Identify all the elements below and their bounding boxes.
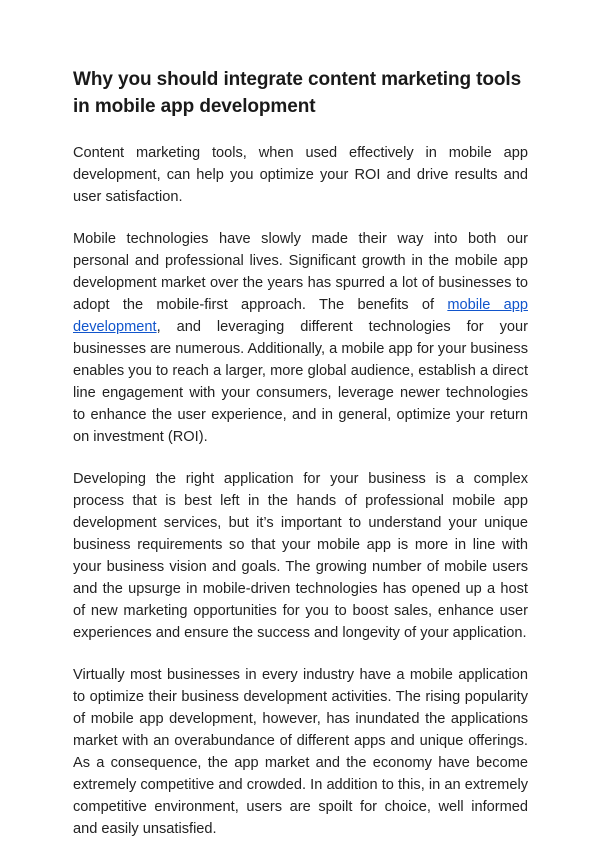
article-title: Why you should integrate content marketing tools in mobile app development (73, 69, 522, 117)
article-body (73, 66, 528, 860)
mobile-app-development-link[interactable]: mobile app development (73, 297, 528, 335)
paragraph-developing-right-application: Developing the right application for your business is a complex process that is best left in the hands of professional mobile app development services, but it’s important to understand your unique business requirements so that your mobile app is more in line with your business vision and goals. The growing number of mobile users and the upsurge in mobile-driven technologies has opened up a host of new marketing opportunities for you to boost sales, enhance user experiences and ensure the success and longevity of your application. (73, 471, 528, 641)
paragraph-virtually-most-businesses: Virtually most businesses in every industry have a mobile application to optimize their business development activities. The rising popularity of mobile app development, however, has inundated the applications market with an overabundance of different apps and unique offerings. As a consequence, the app market and the economy have become extremely competitive and crowded. In addition to this, in an extremely competitive environment, users are spoilt for choice, well informed and easily unsatisfied. (73, 667, 528, 837)
paragraph-mobile-technologies (73, 228, 528, 448)
paragraph-text-before-link: Mobile technologies have slowly made their way into both our personal and professional lives. Significant growth in the mobile app development market over the years has spurred a lot of businesses to adopt the mobile-first approach. The benefits of (73, 231, 528, 313)
paragraph-text-after-link: , and leveraging different technologies for your businesses are numerous. Additionally, a mobile app for your business enables you to reach a larger, more global audience, establish a direct line engagement with your consumers, leverage newer technologies to enhance the user experience, and in general, optimize your return on investment (ROI). (73, 319, 528, 445)
paragraph-intro: Content marketing tools, when used effectively in mobile app development, can help you optimize your ROI and drive results and user satisfaction. (73, 145, 528, 205)
